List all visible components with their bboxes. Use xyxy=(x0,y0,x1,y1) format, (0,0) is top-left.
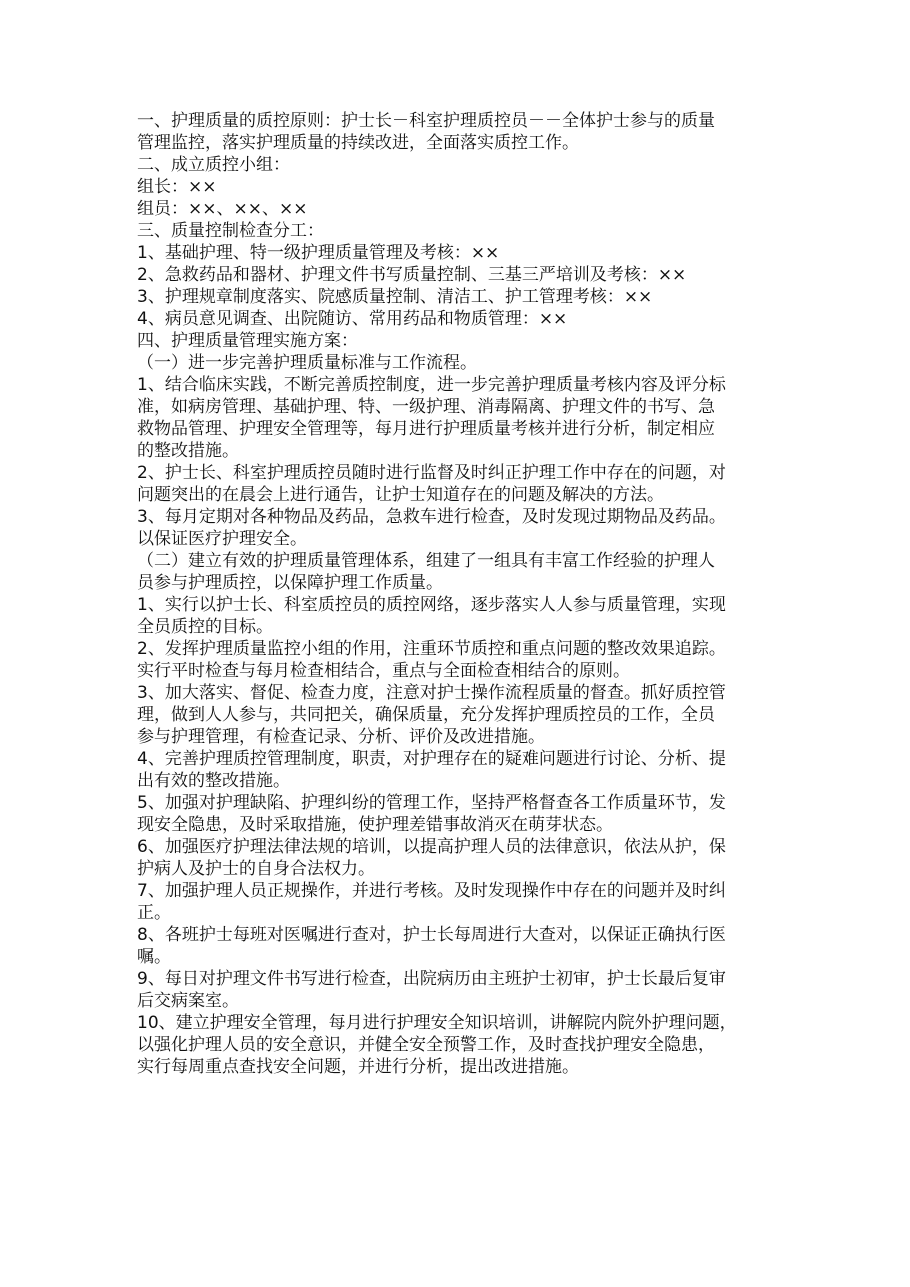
text-line: 参与护理管理，有检查记录、分析、评价及改进措施。 xyxy=(137,727,545,747)
text-line: 3、护理规章制度落实、院感质量控制、清洁工、护工管理考核：×× xyxy=(137,287,653,307)
document-body xyxy=(137,110,777,1078)
text-line: 全员质控的目标。 xyxy=(137,617,273,637)
text-line: 实行平时检查与每月检查相结合，重点与全面检查相结合的原则。 xyxy=(137,661,630,681)
text-line: 嘱。 xyxy=(137,947,171,967)
text-line: 4、病员意见调查、出院随访、常用药品和物质管理：×× xyxy=(137,309,568,329)
text-line: 2、护士长、科室护理质控员随时进行监督及时纠正护理工作中存在的问题，对 xyxy=(137,463,726,483)
text-line: 三、质量控制检查分工： xyxy=(137,221,324,241)
text-line: 1、结合临床实践，不断完善质控制度，进一步完善护理质量考核内容及评分标 xyxy=(137,375,726,395)
text-line: 后交病案室。 xyxy=(137,991,239,1011)
text-line: 组长：×× xyxy=(137,177,217,197)
text-line: 5、加强对护理缺陷、护理纠纷的管理工作，坚持严格督查各工作质量环节，发 xyxy=(137,793,726,813)
text-line: 以保证医疗护理安全。 xyxy=(137,529,307,549)
text-line: 现安全隐患，及时采取措施，使护理差错事故消灭在萌芽状态。 xyxy=(137,815,613,835)
text-line: 正。 xyxy=(137,903,171,923)
text-line: 四、护理质量管理实施方案： xyxy=(137,331,358,351)
text-line: 问题突出的在晨会上进行通告，让护士知道存在的问题及解决的方法。 xyxy=(137,485,664,505)
text-line: 4、完善护理质控管理制度，职责，对护理存在的疑难问题进行讨论、分析、提 xyxy=(137,749,726,769)
text-line: 二、成立质控小组： xyxy=(137,155,290,175)
text-line: 3、加大落实、督促、检查力度，注意对护士操作流程质量的督查。抓好质控管 xyxy=(137,683,726,703)
text-line: 护病人及护士的自身合法权力。 xyxy=(137,859,375,879)
text-line: 9、每日对护理文件书写进行检查，出院病历由主班护士初审，护士长最后复审 xyxy=(137,969,726,989)
text-line: 管理监控，落实护理质量的持续改进，全面落实质控工作。 xyxy=(137,133,579,153)
text-line: 8、各班护士每班对医嘱进行查对，护士长每周进行大查对，以保证正确执行医 xyxy=(137,925,726,945)
text-line: （二）建立有效的护理质量管理体系，组建了一组具有丰富工作经验的护理人 xyxy=(137,551,715,571)
text-line: 出有效的整改措施。 xyxy=(137,771,290,791)
text-line: 2、发挥护理质量监控小组的作用，注重环节质控和重点问题的整改效果追踪。 xyxy=(137,639,726,659)
text-line: 准，如病房管理、基础护理、特、一级护理、消毒隔离、护理文件的书写、急 xyxy=(137,397,715,417)
text-line: 以强化护理人员的安全意识，并健全安全预警工作，及时查找护理安全隐患， xyxy=(137,1035,715,1055)
text-line: 2、急救药品和器材、护理文件书写质量控制、三基三严培训及考核：×× xyxy=(137,265,687,285)
text-line: 6、加强医疗护理法律法规的培训，以提高护理人员的法律意识，依法从护，保 xyxy=(137,837,726,857)
text-line: 7、加强护理人员正规操作，并进行考核。及时发现操作中存在的问题并及时纠 xyxy=(137,881,726,901)
text-line: 10、建立护理安全管理，每月进行护理安全知识培训，讲解院内院外护理问题， xyxy=(137,1013,737,1033)
text-line: 救物品管理、护理安全管理等，每月进行护理质量考核并进行分析，制定相应 xyxy=(137,419,715,439)
text-line: 组员：××、××、×× xyxy=(137,199,308,219)
text-line: 的整改措施。 xyxy=(137,441,239,461)
text-line: （一）进一步完善护理质量标准与工作流程。 xyxy=(137,353,477,373)
text-line: 员参与护理质控，以保障护理工作质量。 xyxy=(137,573,443,593)
text-line: 理，做到人人参与，共同把关，确保质量，充分发挥护理质控员的工作，全员 xyxy=(137,705,715,725)
text-line: 一、护理质量的质控原则：护士长－科室护理质控员－－全体护士参与的质量 xyxy=(137,111,715,131)
text-line: 1、基础护理、特一级护理质量管理及考核：×× xyxy=(137,243,500,263)
text-line: 3、每月定期对各种物品及药品，急救车进行检查，及时发现过期物品及药品。 xyxy=(137,507,726,527)
text-line: 实行每周重点查找安全问题，并进行分析，提出改进措施。 xyxy=(137,1057,579,1077)
text-line: 1、实行以护士长、科室质控员的质控网络，逐步落实人人参与质量管理，实现 xyxy=(137,595,726,615)
